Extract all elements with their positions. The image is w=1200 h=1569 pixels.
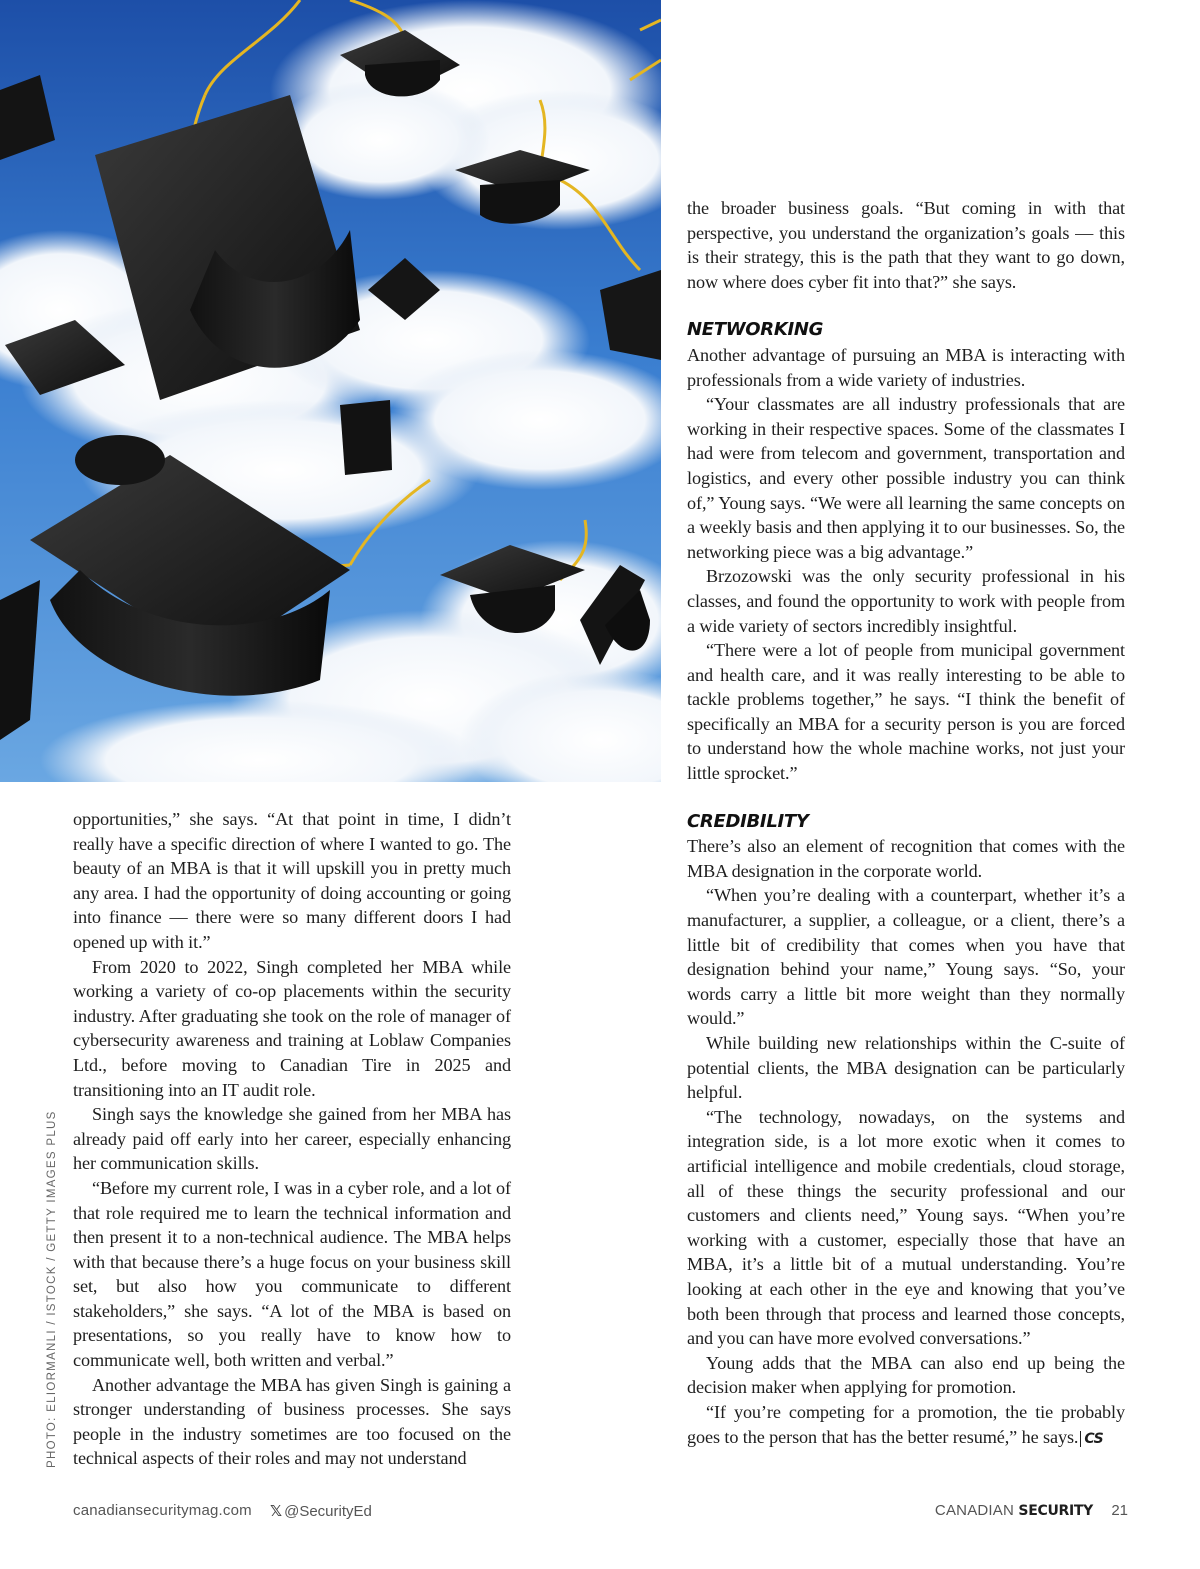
left-column bbox=[73, 807, 511, 1471]
paragraph: Brzozowski was the only security professional in his classes, and found the opportunity to work with people from a wide variety of sectors incredibly insightful. bbox=[687, 566, 1125, 636]
end-mark: CS bbox=[1080, 1431, 1103, 1447]
section-heading-networking: NETWORKING bbox=[687, 319, 824, 341]
paragraph: opportunities,” she says. “At that point in time, I didn’t really have a specific direction of where I wanted to go. The beauty of an MBA is that it will upskill you in pretty much any area. I had the opportunity of doing accounting or going into finance — there were so many different doors I had opened up with it.” bbox=[73, 809, 511, 952]
paragraph-final bbox=[687, 1400, 1125, 1451]
paragraph: There’s also an element of recognition that comes with the MBA designation in the corporate world. bbox=[687, 836, 1125, 881]
magazine-name bbox=[935, 1502, 1093, 1519]
paragraph-final-text: “If you’re competing for a promotion, the tie probably goes to the person that has the better resumé,” he says. bbox=[687, 1401, 1125, 1447]
photo-credit: PHOTO: ELIORMANLI / ISTOCK / GETTY IMAGES PLUS bbox=[46, 1110, 58, 1468]
magazine-name-bold: SECURITY bbox=[1018, 1503, 1093, 1519]
section-heading-credibility: CREDIBILITY bbox=[687, 810, 809, 832]
paragraph: While building new relationships within the C-suite of potential clients, the MBA designation can be particularly helpful. bbox=[687, 1033, 1125, 1103]
magazine-name-light: CANADIAN bbox=[934, 1502, 1015, 1519]
paragraph: Another advantage the MBA has given Singh is gaining a stronger understanding of business processes. She says people in the industry sometimes are too focused on the technical aspects of their roles and may not understand bbox=[73, 1374, 511, 1469]
paragraph: “Your classmates are all industry professionals that are working in their respective spaces. Some of the classmates I had were from telecom and government, transportation and logistics, and every other possible industry you can think of,” Young says. “We were all learning the same concepts on a weekly basis and then applying it to our businesses. So, the networking piece was a big advantage.” bbox=[687, 394, 1125, 562]
paragraph: Another advantage of pursuing an MBA is interacting with professionals from a wide variety of industries. bbox=[687, 344, 1125, 390]
paragraph: the broader business goals. “But coming in with that perspective, you understand the organization’s goals — this is their strategy, this is the path that they want to go down, now where does cyber fit into that?” she says. bbox=[687, 198, 1125, 292]
paragraph: Young adds that the MBA can also end up being the decision maker when applying for promotion. bbox=[687, 1352, 1125, 1398]
page-footer bbox=[73, 1500, 1128, 1524]
social-handle-text: @SecurityEd bbox=[284, 1503, 372, 1520]
website-link[interactable]: canadiansecuritymag.com bbox=[73, 1502, 252, 1519]
right-column bbox=[687, 196, 1125, 1451]
x-logo-icon: 𝕏 bbox=[270, 1503, 283, 1520]
paragraph: “When you’re dealing with a counterpart, whether it’s a manufacturer, a supplier, a colleague, or a client, there’s a little bit of credibility that comes when you have that designation behind your name,” Young says. “So, your words carry a little bit more weight than they normally would.” bbox=[687, 885, 1125, 1029]
page-number: 21 bbox=[1111, 1502, 1128, 1519]
paragraph: “The technology, nowadays, on the systems and integration side, is a lot more exotic when it comes to artificial intelligence and mobile credentials, cloud storage, all of these things the security professional and our customers and clients need,” Young says. “When you’re working with a customer, especially those that have an MBA, it’s a little bit of a mutual understanding. You’re looking at each other in the eye and knowing that you’ve both been through that process and learned those concepts, and you can have more evolved conversations.” bbox=[687, 1106, 1125, 1349]
paragraph: “There were a lot of people from municipal government and health care, and it was really interesting to be able to tackle problems together,” he says. “I think the benefit of specifically an MBA for a security person is you are forced to understand how the whole machine works, not just your little sprocket.” bbox=[687, 640, 1125, 784]
paragraph: Singh says the knowledge she gained from her MBA has already paid off early into her career, especially enhancing her communication skills. bbox=[73, 1104, 511, 1174]
graduation-caps-photo bbox=[0, 0, 661, 782]
social-handle[interactable] bbox=[270, 1502, 372, 1520]
graduation-caps-illustration bbox=[0, 0, 661, 782]
paragraph: From 2020 to 2022, Singh completed her MBA while working a variety of co-op placements within the security industry. After graduating she took on the role of manager of cybersecurity awareness and training at Loblaw Companies Ltd., before moving to Canadian Tire in 2025 and transitioning into an IT audit role. bbox=[73, 956, 511, 1100]
paragraph: “Before my current role, I was in a cyber role, and a lot of that role required me to learn the technical information and then present it to a non-technical audience. The MBA helps with that because there’s a huge focus on your business skill set, but also how you communicate to different stakeholders,” she says. “A lot of the MBA is based on presentations, so you really have to know how to communicate well, both written and verbal.” bbox=[73, 1177, 511, 1371]
